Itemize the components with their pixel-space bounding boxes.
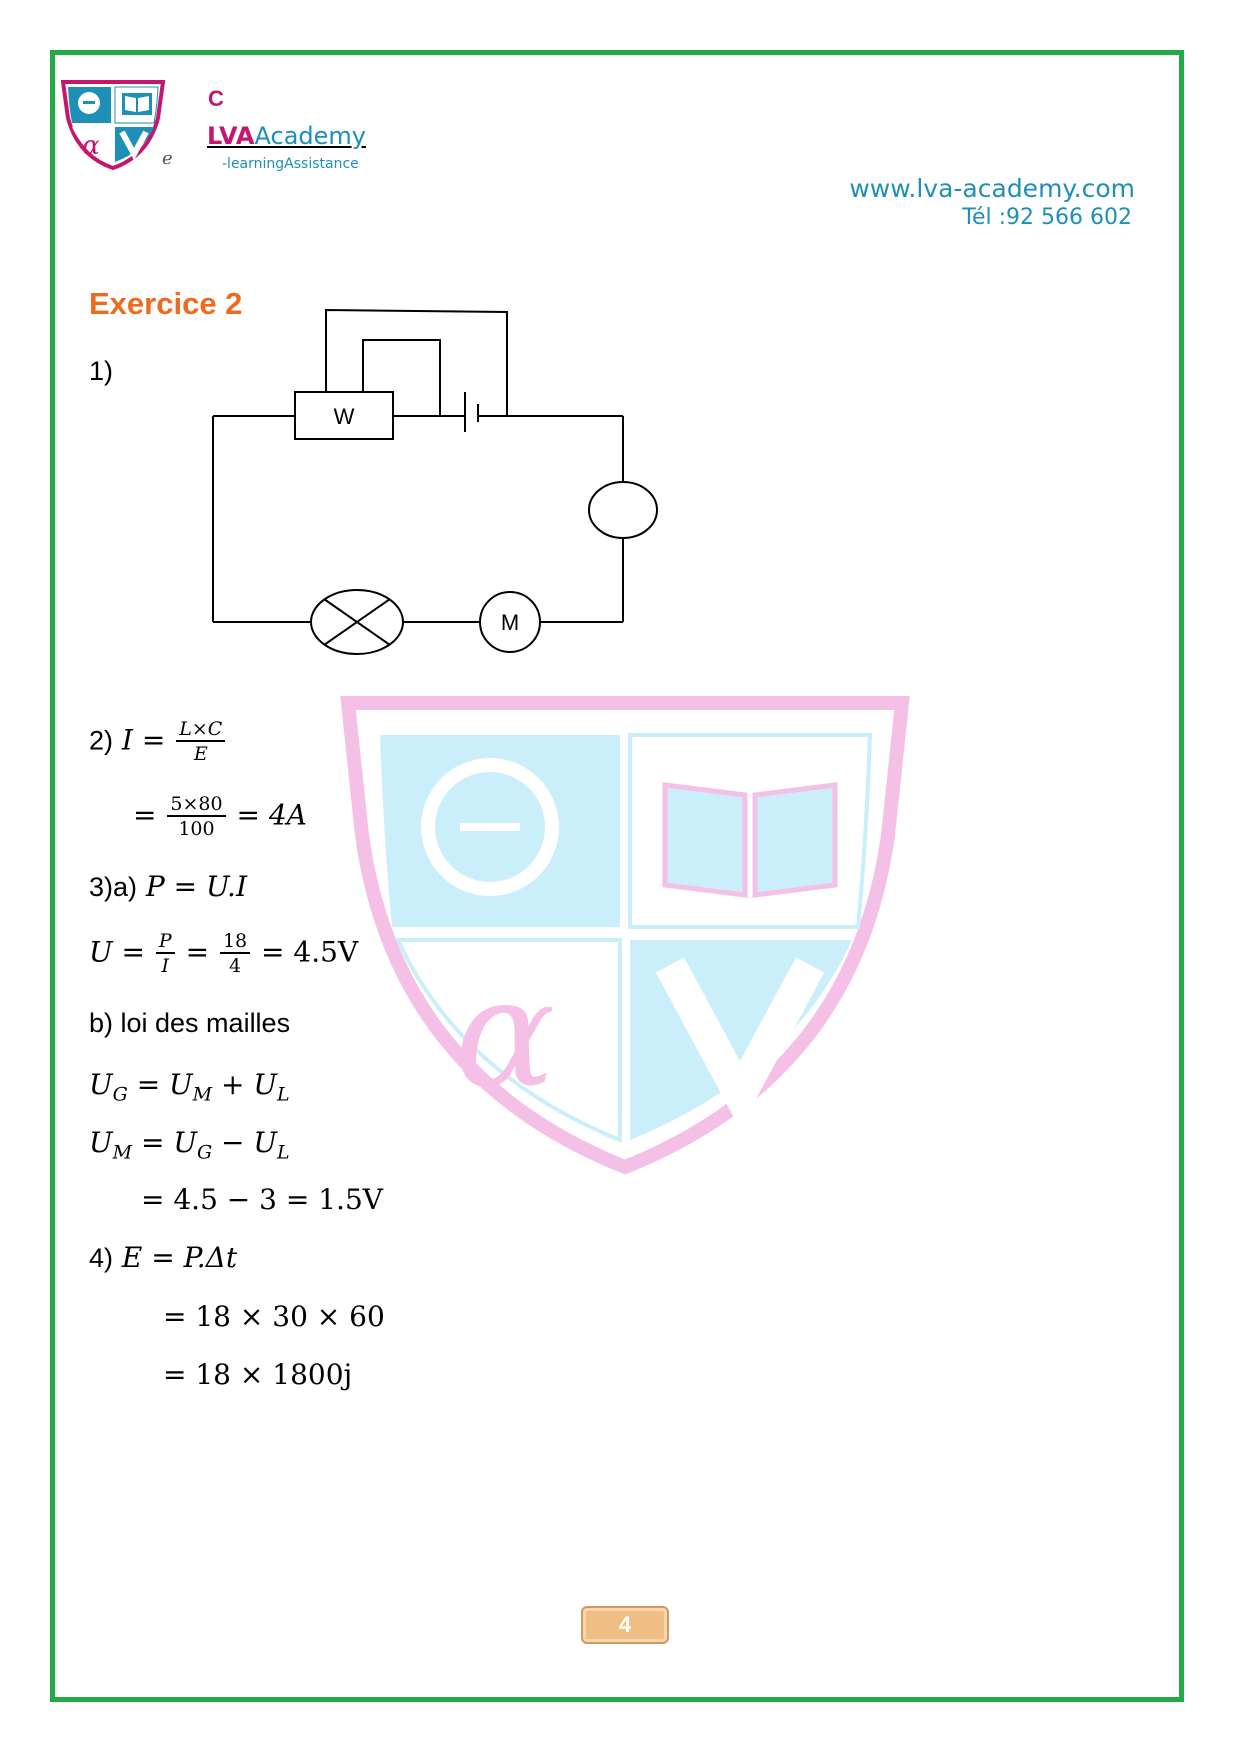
q2-line-2-equals: = — [133, 798, 157, 832]
q2-line-2 — [133, 793, 307, 841]
q4-line-2: = 18 × 30 × 60 — [163, 1300, 385, 1333]
q4-label: 4) — [89, 1243, 114, 1273]
q2-equals: = — [141, 723, 166, 757]
brand-e: e — [162, 148, 173, 169]
mesh-2-sub-a: M — [112, 1141, 133, 1164]
circuit-diagram — [200, 300, 680, 670]
q3b-label: b) loi des mailles — [89, 1008, 291, 1038]
mesh-1-term-a: U — [89, 1068, 113, 1101]
mesh-equation-3: = 4.5 − 3 = 1.5V — [141, 1183, 383, 1216]
page-number-badge: 4 — [581, 1606, 669, 1644]
mesh-equation-1 — [89, 1068, 290, 1106]
q3-result: = 4.5V — [261, 935, 359, 969]
svg-text:α: α — [454, 947, 556, 1121]
q2-fraction — [176, 718, 225, 766]
brand-academy: Academy — [254, 122, 366, 150]
q3-fraction-2-num: 18 — [220, 930, 250, 954]
logo-watermark — [340, 695, 910, 1175]
q3-u-start: U = — [89, 935, 145, 969]
q2-numerator: L×C — [176, 718, 225, 742]
phone-number: Tél :92 566 602 — [962, 205, 1132, 230]
brand-lva: LVA — [207, 122, 255, 150]
q3-line-2 — [89, 930, 358, 978]
q3-fraction-1 — [156, 930, 175, 978]
q3a-label: 3)a) — [89, 872, 138, 902]
mesh-2-term-c: − U — [212, 1126, 277, 1159]
q2-line-2-numerator: 5×80 — [167, 793, 225, 817]
brand-letter: C — [208, 86, 224, 111]
wattmeter-current-loop — [363, 340, 440, 416]
q2-denominator: E — [193, 743, 208, 765]
q3-fraction-1-num: P — [156, 930, 175, 954]
mesh-equation-2 — [89, 1126, 290, 1164]
q4-line-1 — [89, 1241, 237, 1274]
mesh-2-sub-c: L — [276, 1141, 290, 1164]
q3-fraction-2-den: 4 — [229, 955, 242, 977]
q2-label: 2) — [89, 725, 114, 756]
mesh-2-term-a: U — [89, 1126, 113, 1159]
q2-variable: I — [121, 723, 133, 757]
mesh-1-sub-b: M — [192, 1083, 213, 1106]
brand-tagline: -learningAssistance — [222, 156, 359, 172]
svg-text:α: α — [82, 131, 100, 161]
q4-formula: E = P.Δt — [121, 1241, 238, 1274]
q2-line-1 — [89, 718, 227, 766]
q4-line-3: = 18 × 1800j — [163, 1358, 353, 1391]
q3-fraction-1-den: I — [161, 955, 170, 977]
meter-symbol — [589, 482, 657, 538]
question-1-label: 1) — [89, 356, 114, 386]
exercise-title: Exercice 2 — [89, 286, 243, 321]
q3-fraction-2 — [220, 930, 250, 978]
mesh-1-sub-a: G — [112, 1083, 128, 1106]
wattmeter-voltage-loop — [326, 310, 507, 416]
mesh-2-term-b: = U — [132, 1126, 197, 1159]
brand-name — [207, 122, 366, 150]
q3-equals: = — [185, 935, 210, 969]
mesh-1-term-c: + U — [212, 1068, 277, 1101]
wattmeter-label: W — [333, 404, 355, 429]
website-link[interactable]: www.lva-academy.com — [849, 174, 1135, 203]
lva-academy-logo — [58, 78, 168, 170]
q2-line-2-fraction — [167, 793, 225, 841]
motor-label: M — [500, 610, 520, 635]
q3-line-1 — [89, 870, 247, 903]
mesh-2-sub-b: G — [196, 1141, 213, 1164]
q3a-formula: P = U.I — [145, 870, 248, 903]
mesh-1-sub-c: L — [276, 1083, 290, 1106]
mesh-1-term-b: = U — [127, 1068, 193, 1101]
q2-result: = 4A — [236, 798, 307, 832]
q2-line-2-denominator: 100 — [178, 818, 215, 840]
